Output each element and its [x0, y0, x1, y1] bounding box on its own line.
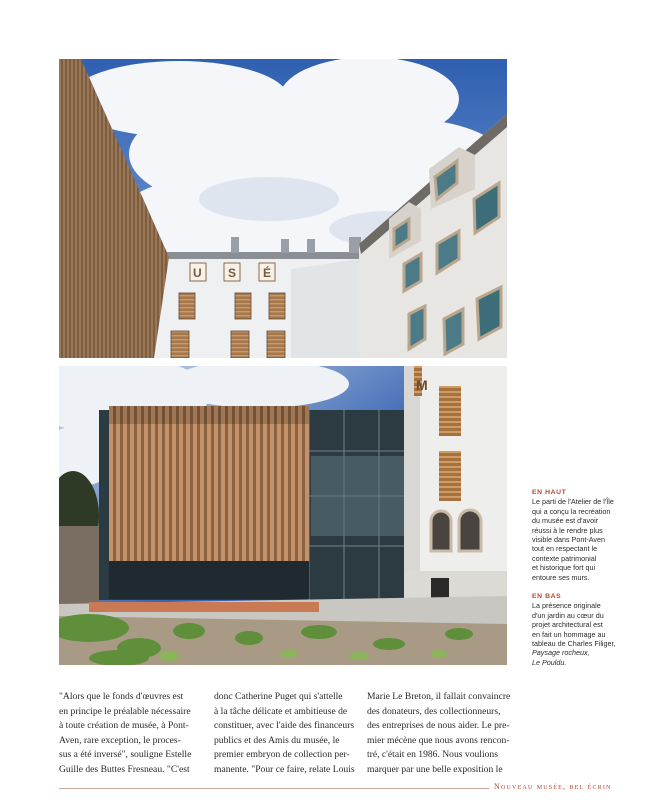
- caption-line: Le parti de l'Atelier de l'Île: [532, 497, 614, 507]
- body-line: donc Catherine Puget qui s'attelle: [214, 691, 343, 702]
- photo-museum-facade-upward: [59, 59, 507, 358]
- body-line: Guille des Buttes Fresneau. "C'est: [59, 763, 190, 775]
- body-line: Aven, rare exception, le proces-: [59, 734, 181, 746]
- body-line: marquer par une belle exposition le: [367, 763, 503, 775]
- caption-line: tout en respectant le: [532, 544, 598, 554]
- caption-line: visible dans Pont-Aven: [532, 535, 605, 545]
- caption-top: [532, 488, 630, 582]
- body-line: des entreprises de nous aider. Le pre-: [367, 720, 510, 732]
- sign-letter: U: [193, 266, 202, 280]
- caption-line: qui a conçu la recréation: [532, 506, 611, 516]
- caption-line: d'un jardin au cœur du: [532, 610, 604, 620]
- caption-line: réussi à le rendre plus: [532, 525, 603, 535]
- body-line: à toute création de musée, à Pont-: [59, 720, 189, 732]
- body-line: mier mécène que nous avons rencon-: [367, 734, 510, 746]
- caption-bottom-label: EN BAS: [532, 593, 562, 600]
- body-column-3: [367, 690, 509, 778]
- body-line: constituer, avec l'aide des financeurs: [214, 720, 355, 732]
- caption-line: tableau de Charles Filiger,: [532, 639, 616, 649]
- body-line: des donateurs, des collectionneurs,: [367, 705, 501, 717]
- body-line: Marie Le Breton, il fallait convaincre: [367, 691, 511, 702]
- footer-section-label: Nouveau musée, bel écrin: [494, 782, 612, 791]
- caption-bottom: [532, 592, 630, 667]
- sign-letter: S: [228, 266, 237, 280]
- caption-line: en fait un hommage au: [532, 629, 606, 639]
- caption-line: projet architectural est: [532, 620, 603, 630]
- body-line: publics et des Amis du musée, le: [214, 734, 340, 746]
- caption-top-label: EN HAUT: [532, 489, 567, 496]
- body-line: sus a été inversé", souligne Estelle: [59, 749, 192, 761]
- body-line: en principe le préalable nécessaire: [59, 705, 191, 717]
- caption-line: entoure ses murs.: [532, 572, 590, 582]
- body-line: à la tâche délicate et ambitieuse de: [214, 705, 348, 717]
- sign-letter: M: [416, 377, 428, 393]
- photo-museum-wood-facade-garden: [59, 366, 507, 665]
- sign-letter: É: [263, 266, 272, 280]
- caption-line: du musée est d'avoir: [532, 516, 599, 526]
- caption-line: contexte patrimonial: [532, 553, 597, 563]
- footer-rule: [59, 788, 489, 789]
- caption-line: et historique fort qui: [532, 563, 596, 573]
- body-line: "Alors que le fonds d'œuvres est: [59, 691, 184, 702]
- body-column-2: [214, 690, 362, 778]
- body-line: premier embryon de collection per-: [214, 749, 350, 761]
- body-line: tré, c'était en 1986. Nous voulions: [367, 749, 498, 761]
- caption-line-italic: Paysage rocheux,: [532, 648, 590, 658]
- caption-line: La présence originale: [532, 601, 601, 611]
- caption-line-italic: Le Pouldu.: [532, 657, 567, 667]
- body-column-1: [59, 690, 207, 778]
- body-line: manente. "Pour ce faire, relate Louis: [214, 763, 355, 775]
